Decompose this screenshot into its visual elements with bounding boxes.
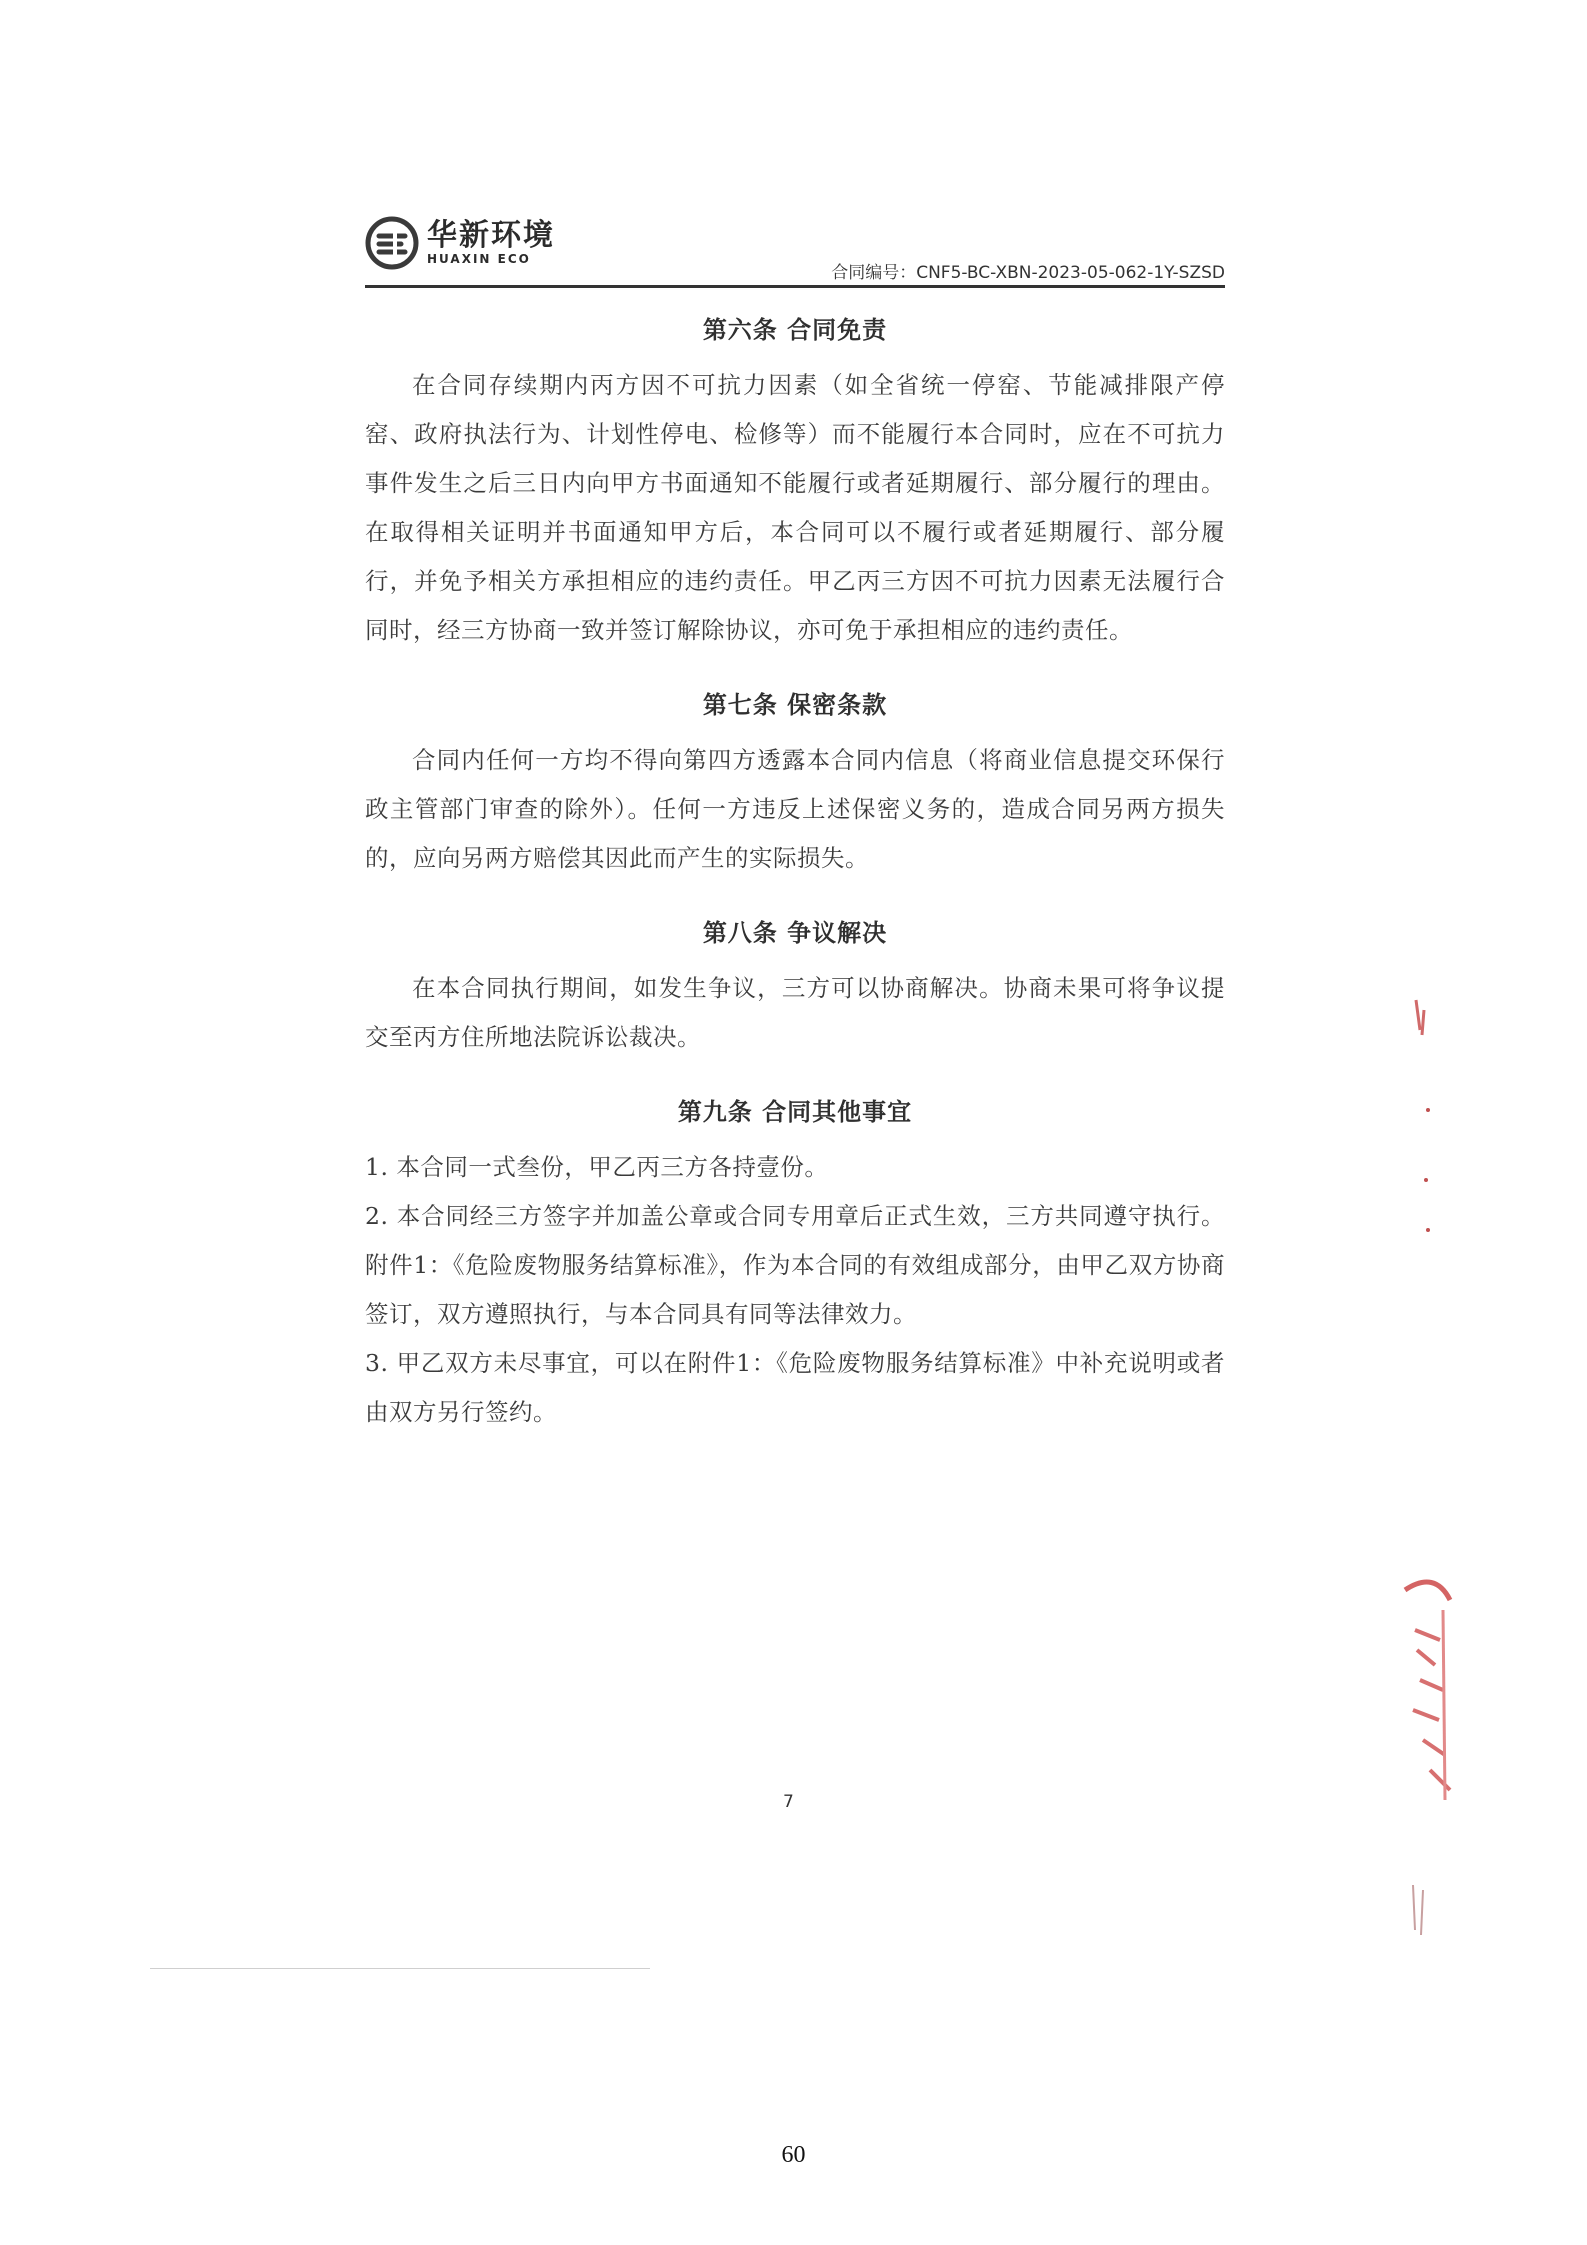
section-other-matters [365,1092,1225,1437]
outer-page-number: 60 [781,2142,806,2168]
red-seal-edge [1395,1570,1455,1810]
scan-footer-line [150,1968,650,1969]
list-item: 1. 本合同一式叁份，甲乙丙三方各持壹份。 [365,1153,829,1181]
seal-fragment-marks-lower [1405,1880,1435,1940]
section-title: 第九条 合同其他事宜 [677,1097,913,1126]
section-disclaimer [365,310,1225,655]
section-paragraph: 在本合同执行期间，如发生争议，三方可以协商解决。协商未果可将争议提交至丙方住所地法院诉讼裁决。 [365,974,1225,1051]
company-logo [365,216,555,270]
section-dispute-resolution [365,913,1225,1062]
logo-english-text: HUAXIN ECO [427,252,531,266]
header-rule [365,285,1225,288]
list-item: 3. 甲乙双方未尽事宜，可以在附件1：《危险废物服务结算标准》中补充说明或者由双方另行签约。 [365,1349,1225,1426]
huaxin-logo-icon [365,216,419,270]
document-body [365,310,1225,1437]
contract-number: 合同编号：CNF5-BC-XBN-2023-05-062-1Y-SZSD [831,263,1225,283]
list-item: 2. 本合同经三方签字并加盖公章或合同专用章后正式生效，三方共同遵守执行。附件1：《危险废物服务结算标准》，作为本合同的有效组成部分，由甲乙双方协商签订，双方遵照执行，与本合同具有同等法律效力。 [365,1202,1225,1328]
seal-fragment-marks [1410,990,1440,1250]
section-title: 第八条 争议解决 [702,918,888,947]
logo-chinese-text: 华新环境 [427,218,555,253]
section-paragraph: 合同内任何一方均不得向第四方透露本合同内信息（将商业信息提交环保行政主管部门审查的除外）。任何一方违反上述保密义务的，造成合同另两方损失的，应向另两方赔偿其因此而产生的实际损失。 [365,746,1225,872]
section-confidentiality [365,685,1225,883]
section-title: 第七条 保密条款 [702,690,888,719]
section-paragraph: 在合同存续期内丙方因不可抗力因素（如全省统一停窑、节能减排限产停窑、政府执法行为、计划性停电、检修等）而不能履行本合同时，应在不可抗力事件发生之后三日内向甲方书面通知不能履行或者延期履行、部分履行的理由。在取得相关证明并书面通知甲方后，本合同可以不履行或者延期履行、部分履行，并免予相关方承担相应的违约责任。甲乙丙三方因不可抗力因素无法履行合同时，经三方协商一致并签订解除协议，亦可免于承担相应的违约责任。 [365,371,1225,644]
document-header [365,208,1225,288]
section-title: 第六条 合同免责 [702,315,888,344]
inner-page-number: 7 [783,1792,794,1812]
